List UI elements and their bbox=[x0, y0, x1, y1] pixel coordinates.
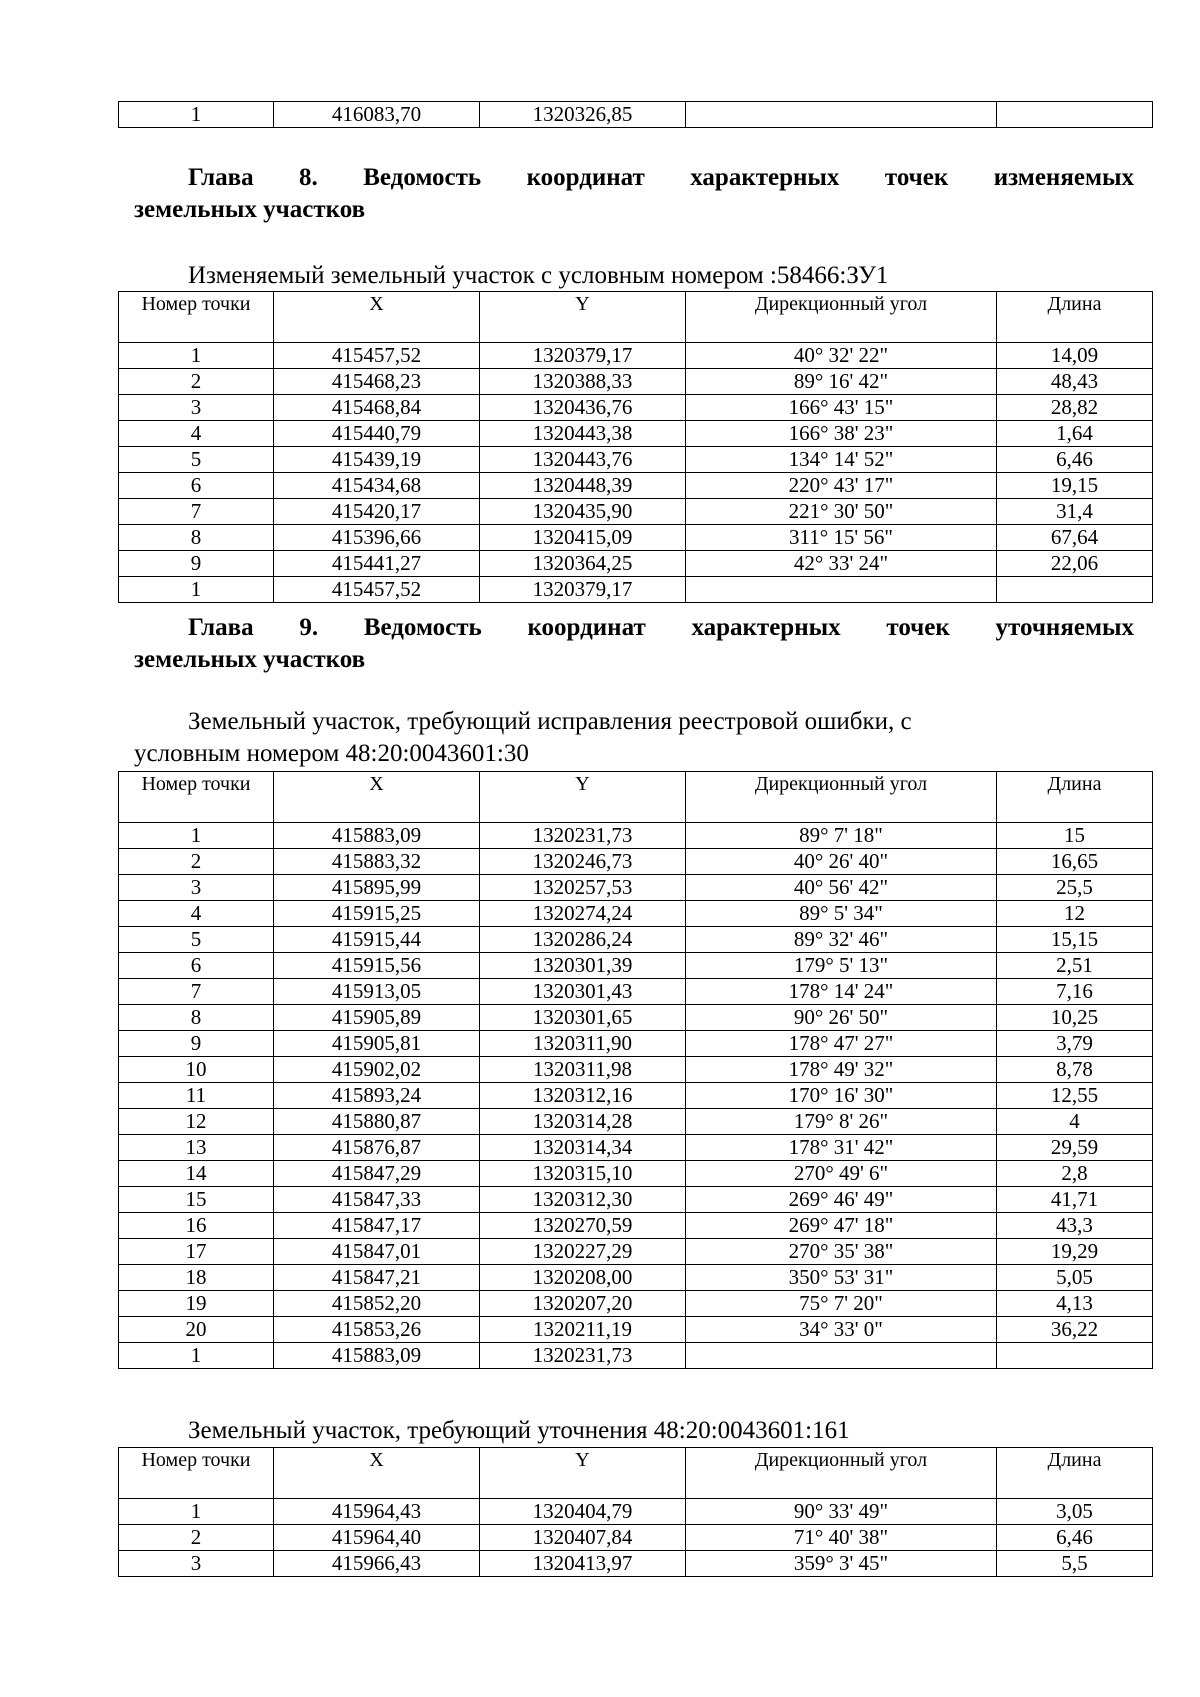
table-cell: 1320286,24 bbox=[480, 927, 686, 953]
table-row bbox=[119, 1551, 1153, 1577]
table-row bbox=[119, 1031, 1153, 1057]
table-cell: 359° 3' 45" bbox=[686, 1551, 997, 1577]
table-cell bbox=[686, 102, 997, 128]
table-cell: 90° 26' 50" bbox=[686, 1005, 997, 1031]
column-header: X bbox=[274, 772, 480, 823]
table-cell: 3 bbox=[119, 875, 274, 901]
table-row bbox=[119, 979, 1153, 1005]
table-cell: 179° 5' 13" bbox=[686, 953, 997, 979]
table-cell: 2,8 bbox=[997, 1161, 1153, 1187]
table-row bbox=[119, 823, 1153, 849]
table-cell: 1 bbox=[119, 102, 274, 128]
table-cell: 1320413,97 bbox=[480, 1551, 686, 1577]
table-cell: 1320326,85 bbox=[480, 102, 686, 128]
table-cell: 2 bbox=[119, 849, 274, 875]
table-cell: 1320312,30 bbox=[480, 1187, 686, 1213]
table-cell: 1320270,59 bbox=[480, 1213, 686, 1239]
table-cell: 2 bbox=[119, 1525, 274, 1551]
table-row bbox=[119, 1135, 1153, 1161]
table-cell: 415457,52 bbox=[274, 343, 480, 369]
table-cell: 269° 46' 49" bbox=[686, 1187, 997, 1213]
table-cell: 415440,79 bbox=[274, 421, 480, 447]
table-row bbox=[119, 421, 1153, 447]
table-cell: 10,25 bbox=[997, 1005, 1153, 1031]
table-cell: 415457,52 bbox=[274, 577, 480, 603]
table-cell: 1320415,09 bbox=[480, 525, 686, 551]
table-cell: 12 bbox=[119, 1109, 274, 1135]
table-cell: 178° 47' 27" bbox=[686, 1031, 997, 1057]
table-cell: 48,43 bbox=[997, 369, 1153, 395]
table-cell: 415853,26 bbox=[274, 1317, 480, 1343]
table-cell: 1320379,17 bbox=[480, 343, 686, 369]
table-row bbox=[119, 1239, 1153, 1265]
table-cell: 1320435,90 bbox=[480, 499, 686, 525]
table-cell: 221° 30' 50" bbox=[686, 499, 997, 525]
table-cell: 415847,01 bbox=[274, 1239, 480, 1265]
table-cell: 415420,17 bbox=[274, 499, 480, 525]
table-row bbox=[119, 1187, 1153, 1213]
table-cell: 19 bbox=[119, 1291, 274, 1317]
table-cell: 89° 5' 34" bbox=[686, 901, 997, 927]
table-cell: 415913,05 bbox=[274, 979, 480, 1005]
table-cell: 1320311,98 bbox=[480, 1057, 686, 1083]
plot3-title: Земельный участок, требующий уточнения 48:20:0043601:161 bbox=[188, 1417, 850, 1444]
table-cell: 3,05 bbox=[997, 1499, 1153, 1525]
table-cell: 89° 16' 42" bbox=[686, 369, 997, 395]
table-cell: 166° 38' 23" bbox=[686, 421, 997, 447]
table-row bbox=[119, 901, 1153, 927]
table-cell: 1320301,43 bbox=[480, 979, 686, 1005]
table-cell: 415468,23 bbox=[274, 369, 480, 395]
plot2-table bbox=[118, 771, 1153, 1369]
column-header: Длина bbox=[997, 772, 1153, 823]
table-cell: 1320211,19 bbox=[480, 1317, 686, 1343]
table-row bbox=[119, 1291, 1153, 1317]
table-row bbox=[119, 927, 1153, 953]
table-cell: 166° 43' 15" bbox=[686, 395, 997, 421]
table-cell: 220° 43' 17" bbox=[686, 473, 997, 499]
top-continuation-table bbox=[118, 101, 1153, 128]
table-cell: 415847,29 bbox=[274, 1161, 480, 1187]
column-header: X bbox=[274, 1448, 480, 1499]
table-cell: 170° 16' 30" bbox=[686, 1083, 997, 1109]
table-cell: 40° 32' 22" bbox=[686, 343, 997, 369]
table-cell: 3,79 bbox=[997, 1031, 1153, 1057]
table-row bbox=[119, 499, 1153, 525]
table-cell: 15 bbox=[997, 823, 1153, 849]
table-cell: 90° 33' 49" bbox=[686, 1499, 997, 1525]
chapter-8-heading: Глава 8. Ведомость координат характерных точек изменяемых земельных участков bbox=[134, 164, 1134, 223]
table-row bbox=[119, 369, 1153, 395]
table-cell: 1320364,25 bbox=[480, 551, 686, 577]
table-cell: 7 bbox=[119, 499, 274, 525]
table-cell: 16 bbox=[119, 1213, 274, 1239]
column-header: Y bbox=[480, 1448, 686, 1499]
table-row bbox=[119, 525, 1153, 551]
table-cell: 269° 47' 18" bbox=[686, 1213, 997, 1239]
table-row bbox=[119, 343, 1153, 369]
table-cell bbox=[686, 577, 997, 603]
table-cell: 67,64 bbox=[997, 525, 1153, 551]
table-cell: 8 bbox=[119, 1005, 274, 1031]
table-row bbox=[119, 1005, 1153, 1031]
table-cell: 1320314,28 bbox=[480, 1109, 686, 1135]
table-cell: 1 bbox=[119, 343, 274, 369]
table-cell: 178° 49' 32" bbox=[686, 1057, 997, 1083]
table-row bbox=[119, 551, 1153, 577]
table-row bbox=[119, 849, 1153, 875]
column-header: X bbox=[274, 292, 480, 343]
table-cell: 270° 49' 6" bbox=[686, 1161, 997, 1187]
table-cell: 1320404,79 bbox=[480, 1499, 686, 1525]
column-header: Номер точки bbox=[119, 772, 274, 823]
table-cell: 1320207,20 bbox=[480, 1291, 686, 1317]
table-cell: 17 bbox=[119, 1239, 274, 1265]
table-cell: 415847,33 bbox=[274, 1187, 480, 1213]
table-row bbox=[119, 102, 1153, 128]
table-row bbox=[119, 1343, 1153, 1369]
table-cell: 415964,43 bbox=[274, 1499, 480, 1525]
table-cell: 415880,87 bbox=[274, 1109, 480, 1135]
table-cell: 134° 14' 52" bbox=[686, 447, 997, 473]
table-cell: 1320301,65 bbox=[480, 1005, 686, 1031]
table-cell: 14,09 bbox=[997, 343, 1153, 369]
table-cell bbox=[686, 1343, 997, 1369]
table-cell: 8 bbox=[119, 525, 274, 551]
table-cell: 1320443,38 bbox=[480, 421, 686, 447]
table-cell: 415439,19 bbox=[274, 447, 480, 473]
table-cell: 75° 7' 20" bbox=[686, 1291, 997, 1317]
table-cell: 1320436,76 bbox=[480, 395, 686, 421]
table-cell: 415905,81 bbox=[274, 1031, 480, 1057]
table-cell: 2,51 bbox=[997, 953, 1153, 979]
table-cell: 350° 53' 31" bbox=[686, 1265, 997, 1291]
table-cell: 415847,17 bbox=[274, 1213, 480, 1239]
column-header: Дирекционный угол bbox=[686, 292, 997, 343]
table-cell: 8,78 bbox=[997, 1057, 1153, 1083]
table-cell: 4 bbox=[997, 1109, 1153, 1135]
table-cell bbox=[997, 102, 1153, 128]
table-cell: 179° 8' 26" bbox=[686, 1109, 997, 1135]
table-header-row bbox=[119, 1448, 1153, 1499]
table-cell: 25,5 bbox=[997, 875, 1153, 901]
table-cell: 415966,43 bbox=[274, 1551, 480, 1577]
table-row bbox=[119, 1499, 1153, 1525]
table-cell: 6,46 bbox=[997, 1525, 1153, 1551]
table-row bbox=[119, 1213, 1153, 1239]
table-cell: 1,64 bbox=[997, 421, 1153, 447]
table-cell: 40° 26' 40" bbox=[686, 849, 997, 875]
table-cell: 1320208,00 bbox=[480, 1265, 686, 1291]
table-row bbox=[119, 447, 1153, 473]
table-cell: 31,4 bbox=[997, 499, 1153, 525]
table-cell: 19,15 bbox=[997, 473, 1153, 499]
table-cell: 1 bbox=[119, 823, 274, 849]
table-cell: 415895,99 bbox=[274, 875, 480, 901]
table-cell: 1320448,39 bbox=[480, 473, 686, 499]
table-cell: 20 bbox=[119, 1317, 274, 1343]
plot2-title-line2: условным номером 48:20:0043601:30 bbox=[134, 740, 529, 767]
plot3-table bbox=[118, 1447, 1153, 1577]
table-cell: 415915,44 bbox=[274, 927, 480, 953]
table-cell: 14 bbox=[119, 1161, 274, 1187]
table-cell: 12 bbox=[997, 901, 1153, 927]
table-cell: 7 bbox=[119, 979, 274, 1005]
table-cell: 1320227,29 bbox=[480, 1239, 686, 1265]
table-header-row bbox=[119, 772, 1153, 823]
table-cell: 12,55 bbox=[997, 1083, 1153, 1109]
table-cell: 18 bbox=[119, 1265, 274, 1291]
table-cell bbox=[997, 577, 1153, 603]
table-cell: 71° 40' 38" bbox=[686, 1525, 997, 1551]
table-cell: 1 bbox=[119, 1343, 274, 1369]
table-cell: 415883,32 bbox=[274, 849, 480, 875]
table-cell: 19,29 bbox=[997, 1239, 1153, 1265]
table-cell: 415396,66 bbox=[274, 525, 480, 551]
column-header: Длина bbox=[997, 1448, 1153, 1499]
table-cell: 4 bbox=[119, 901, 274, 927]
table-cell: 1320407,84 bbox=[480, 1525, 686, 1551]
table-row bbox=[119, 1525, 1153, 1551]
table-cell: 1320246,73 bbox=[480, 849, 686, 875]
chapter-9-heading: Глава 9. Ведомость координат характерных точек уточняемых земельных участков bbox=[134, 614, 1134, 673]
table-cell: 415915,56 bbox=[274, 953, 480, 979]
table-cell: 34° 33' 0" bbox=[686, 1317, 997, 1343]
table-cell: 7,16 bbox=[997, 979, 1153, 1005]
table-cell: 1320257,53 bbox=[480, 875, 686, 901]
table-cell: 178° 14' 24" bbox=[686, 979, 997, 1005]
column-header: Y bbox=[480, 772, 686, 823]
table-cell: 1320443,76 bbox=[480, 447, 686, 473]
table-row bbox=[119, 875, 1153, 901]
table-cell: 16,65 bbox=[997, 849, 1153, 875]
table-cell: 4 bbox=[119, 421, 274, 447]
table-cell: 1320274,24 bbox=[480, 901, 686, 927]
table-cell: 1320301,39 bbox=[480, 953, 686, 979]
table-row bbox=[119, 953, 1153, 979]
table-cell: 2 bbox=[119, 369, 274, 395]
plot1-title: Изменяемый земельный участок с условным номером :58466:ЗУ1 bbox=[188, 262, 889, 289]
table-cell: 415434,68 bbox=[274, 473, 480, 499]
table-cell: 40° 56' 42" bbox=[686, 875, 997, 901]
table-row bbox=[119, 1083, 1153, 1109]
table-cell: 9 bbox=[119, 551, 274, 577]
table-cell: 1320231,73 bbox=[480, 823, 686, 849]
table-cell: 1 bbox=[119, 1499, 274, 1525]
table-cell: 10 bbox=[119, 1057, 274, 1083]
table-cell: 1320379,17 bbox=[480, 577, 686, 603]
table-cell: 36,22 bbox=[997, 1317, 1153, 1343]
table-cell: 6,46 bbox=[997, 447, 1153, 473]
table-row bbox=[119, 1161, 1153, 1187]
table-cell: 1320315,10 bbox=[480, 1161, 686, 1187]
table-cell: 9 bbox=[119, 1031, 274, 1057]
table-cell: 415893,24 bbox=[274, 1083, 480, 1109]
column-header: Длина bbox=[997, 292, 1153, 343]
table-cell: 15 bbox=[119, 1187, 274, 1213]
table-cell: 415964,40 bbox=[274, 1525, 480, 1551]
table-cell: 415905,89 bbox=[274, 1005, 480, 1031]
table-cell: 5,5 bbox=[997, 1551, 1153, 1577]
table-cell: 415902,02 bbox=[274, 1057, 480, 1083]
table-cell: 5 bbox=[119, 447, 274, 473]
table-row bbox=[119, 1265, 1153, 1291]
table-row bbox=[119, 577, 1153, 603]
table-cell: 5,05 bbox=[997, 1265, 1153, 1291]
table-cell: 43,3 bbox=[997, 1213, 1153, 1239]
table-cell: 311° 15' 56" bbox=[686, 525, 997, 551]
table-cell: 15,15 bbox=[997, 927, 1153, 953]
table-cell: 89° 7' 18" bbox=[686, 823, 997, 849]
table-cell: 13 bbox=[119, 1135, 274, 1161]
table-cell: 415915,25 bbox=[274, 901, 480, 927]
table-cell: 6 bbox=[119, 953, 274, 979]
table-cell: 416083,70 bbox=[274, 102, 480, 128]
table-row bbox=[119, 395, 1153, 421]
column-header: Номер точки bbox=[119, 1448, 274, 1499]
column-header: Y bbox=[480, 292, 686, 343]
table-header-row bbox=[119, 292, 1153, 343]
plot1-table bbox=[118, 291, 1153, 603]
table-cell: 6 bbox=[119, 473, 274, 499]
table-cell: 1320231,73 bbox=[480, 1343, 686, 1369]
table-cell: 415883,09 bbox=[274, 1343, 480, 1369]
table-cell: 22,06 bbox=[997, 551, 1153, 577]
table-cell: 42° 33' 24" bbox=[686, 551, 997, 577]
table-cell: 29,59 bbox=[997, 1135, 1153, 1161]
column-header: Дирекционный угол bbox=[686, 772, 997, 823]
table-cell: 41,71 bbox=[997, 1187, 1153, 1213]
table-cell: 178° 31' 42" bbox=[686, 1135, 997, 1161]
table-cell bbox=[997, 1343, 1153, 1369]
table-cell: 415883,09 bbox=[274, 823, 480, 849]
table-cell: 270° 35' 38" bbox=[686, 1239, 997, 1265]
table-cell: 415847,21 bbox=[274, 1265, 480, 1291]
table-row bbox=[119, 1317, 1153, 1343]
table-cell: 3 bbox=[119, 1551, 274, 1577]
table-cell: 1320388,33 bbox=[480, 369, 686, 395]
table-cell: 89° 32' 46" bbox=[686, 927, 997, 953]
table-cell: 1320312,16 bbox=[480, 1083, 686, 1109]
table-row bbox=[119, 473, 1153, 499]
table-cell: 415441,27 bbox=[274, 551, 480, 577]
column-header: Номер точки bbox=[119, 292, 274, 343]
table-cell: 415876,87 bbox=[274, 1135, 480, 1161]
table-row bbox=[119, 1057, 1153, 1083]
table-cell: 3 bbox=[119, 395, 274, 421]
table-cell: 415468,84 bbox=[274, 395, 480, 421]
plot2-title-line1: Земельный участок, требующий исправления реестровой ошибки, с bbox=[188, 708, 912, 735]
table-row bbox=[119, 1109, 1153, 1135]
table-cell: 1320314,34 bbox=[480, 1135, 686, 1161]
table-cell: 11 bbox=[119, 1083, 274, 1109]
table-cell: 4,13 bbox=[997, 1291, 1153, 1317]
column-header: Дирекционный угол bbox=[686, 1448, 997, 1499]
table-cell: 415852,20 bbox=[274, 1291, 480, 1317]
table-cell: 1320311,90 bbox=[480, 1031, 686, 1057]
table-cell: 28,82 bbox=[997, 395, 1153, 421]
table-cell: 5 bbox=[119, 927, 274, 953]
table-cell: 1 bbox=[119, 577, 274, 603]
